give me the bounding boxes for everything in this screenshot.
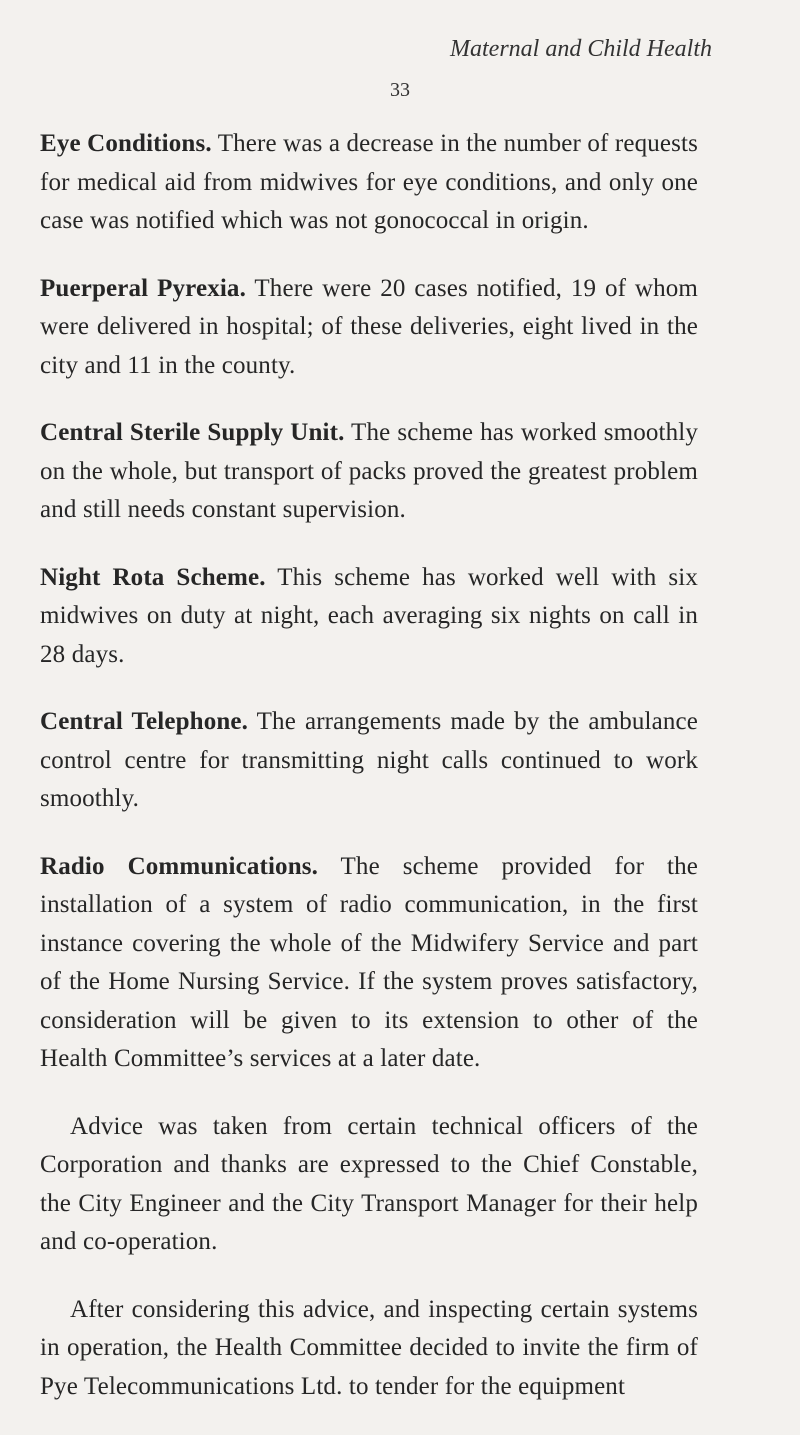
running-head: Maternal and Child Health xyxy=(450,36,712,62)
section-puerperal-pyrexia xyxy=(40,270,698,386)
page-number: 33 xyxy=(390,79,410,101)
section-text: There was a decrease in the number of requests for medical aid from midwives for eye conditions, and only one case was notified which was not gonococcal in origin. xyxy=(40,130,698,234)
paragraph-after-considering: After considering this advice, and inspecting certain systems in operation, the Health Committee decided to invite the firm of Pye Telecommunications Ltd. to tender for the equipment xyxy=(40,1295,698,1400)
section-central-sterile-supply-unit xyxy=(40,414,698,530)
section-text: The scheme has worked smoothly on the whole, but transport of packs proved the greatest problem and still needs constant supervision. xyxy=(40,419,698,523)
section-text: The scheme provided for the installation of a system of radio communication, in the first instance covering the whole of the Midwifery Service and part of the Home Nursing Service. If the system proves satisfactory, consideration will be given to its extension to other of the Health Committee’s services at a later date. xyxy=(40,852,698,1072)
paragraph-advice: Advice was taken from certain technical officers of the Corporation and thanks are expressed to the Chief Constable, the City Engineer and the City Transport Manager for their help and co-operation. xyxy=(40,1112,698,1255)
section-radio-communications xyxy=(40,848,698,1079)
section-heading: Central Sterile Supply Unit. xyxy=(40,419,345,446)
section-heading: Radio Communications. xyxy=(40,852,319,880)
section-text: This scheme has worked well with six midwives on duty at night, each averaging six nights on call in 28 days. xyxy=(40,563,698,668)
section-heading: Eye Conditions. xyxy=(40,130,212,157)
section-central-telephone xyxy=(40,703,698,819)
section-eye-conditions xyxy=(40,125,698,241)
page-body xyxy=(40,125,698,1435)
section-heading: Night Rota Scheme. xyxy=(40,563,266,591)
section-text: There were 20 cases notified, 19 of whom were delivered in hospital; of these deliveries, eight lived in the city and 11 in the county. xyxy=(40,274,698,379)
section-heading: Central Telephone. xyxy=(40,708,249,735)
section-night-rota-scheme xyxy=(40,559,698,675)
section-text: The arrangements made by the ambulance control centre for transmitting night calls continued to work smoothly. xyxy=(40,708,699,812)
section-heading: Puerperal Pyrexia. xyxy=(40,274,246,302)
